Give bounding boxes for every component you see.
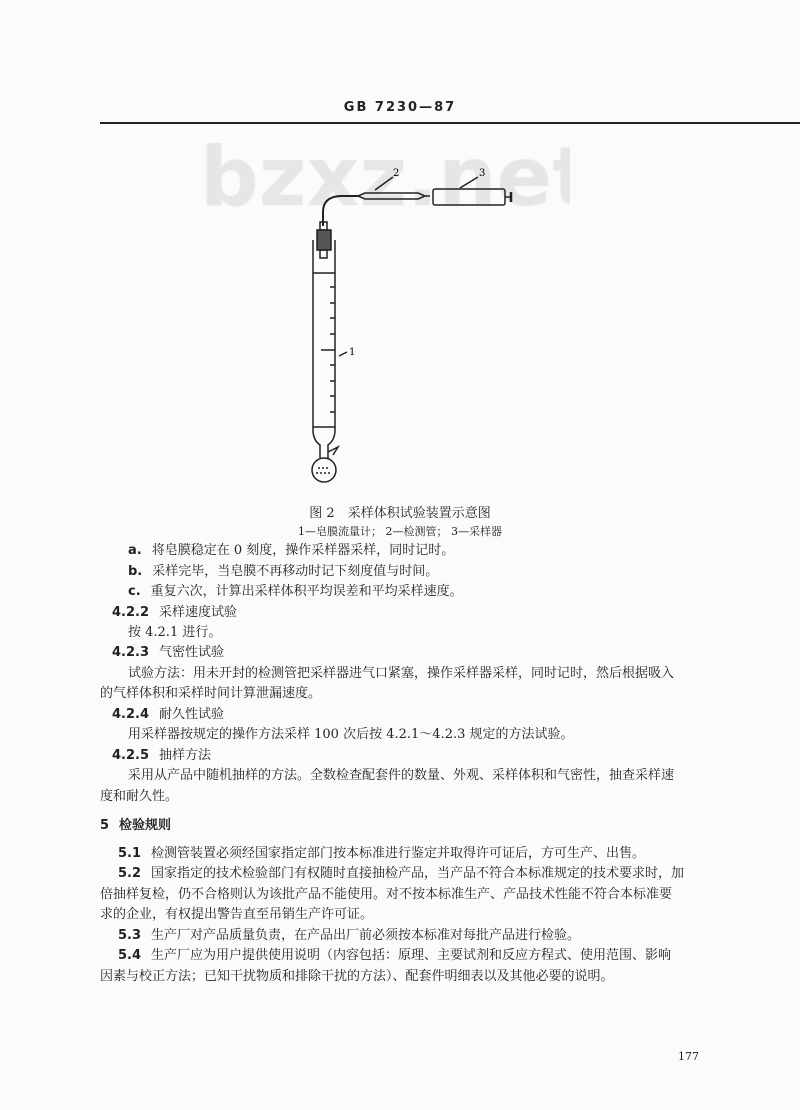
section-5-heading xyxy=(100,818,171,834)
figure-caption: 图 2 采样体积试验装置示意图 xyxy=(309,506,491,521)
item-a xyxy=(128,543,454,559)
heading-4-2-2 xyxy=(112,605,237,621)
paragraph: 因素与校正方法；已知干扰物质和排除干扰的方法）、配套件明细表以及其他必要的说明。 xyxy=(100,969,614,984)
heading-4-2-5 xyxy=(112,748,211,764)
paragraph: 倍抽样复检，仍不合格则认为该批产品不能使用。对不按本标准生产、产品技术性能不符合本标准要 xyxy=(100,887,673,902)
paragraph: 按 4.2.1 进行。 xyxy=(128,625,222,640)
item-label: c. xyxy=(128,584,141,599)
clause-text: 生产厂对产品质量负责，在产品出厂前必须按本标准对每批产品进行检验。 xyxy=(151,928,581,943)
figure-legend: 1—皂膜流量计； 2—检测管； 3—采样器 xyxy=(298,525,502,538)
item-text: 采样完毕，当皂膜不再移动时记下刻度值与时间。 xyxy=(152,564,439,579)
clause-text: 国家指定的技术检验部门有权随时直接抽检产品，当产品不符合本标准规定的技术要求时，加 xyxy=(151,866,685,881)
item-label: b. xyxy=(128,564,143,579)
item-b xyxy=(128,564,438,580)
clause-5-2 xyxy=(118,866,684,882)
item-text: 重复六次，计算出采样体积平均误差和平均采样速度。 xyxy=(150,584,463,599)
item-label: a. xyxy=(128,543,142,558)
paragraph: 采用从产品中随机抽样的方法。全数检查配套件的数量、外观、采样体积和气密性，抽查采样速 xyxy=(128,768,675,783)
section-title: 气密性试验 xyxy=(159,645,225,660)
clause-text: 检测管装置必须经国家指定部门按本标准进行鉴定并取得许可证后，方可生产、出售。 xyxy=(151,846,646,861)
standard-code-header: GB 7230—87 xyxy=(343,100,457,115)
clause-text: 生产厂应为用户提供使用说明（内容包括：原理、主要试剂和反应方程式、使用范围、影响 xyxy=(151,948,672,963)
label-3: 3 xyxy=(479,168,486,179)
figure-2-diagram xyxy=(0,0,800,500)
section-number: 4.2.2 xyxy=(112,605,150,620)
section-number: 4.2.5 xyxy=(112,748,150,763)
page-number: 177 xyxy=(678,1050,699,1063)
label-1: 1 xyxy=(349,347,356,358)
section-title: 耐久性试验 xyxy=(159,707,225,722)
item-c xyxy=(128,584,463,600)
paragraph: 求的企业，有权提出警告直至吊销生产许可证。 xyxy=(100,907,374,922)
clause-5-3 xyxy=(118,928,580,944)
section-number: 5 xyxy=(100,818,110,833)
connecting-tube xyxy=(323,196,358,226)
section-number: 4.2.4 xyxy=(112,707,150,722)
paragraph: 试验方法：用未开封的检测管把采样器进气口紧塞，操作采样器采样，同时记时，然后根据吸入 xyxy=(128,666,675,681)
section-title: 采样速度试验 xyxy=(159,605,238,620)
heading-4-2-4 xyxy=(112,707,224,723)
clause-5-1 xyxy=(118,846,645,862)
clause-number: 5.3 xyxy=(118,928,142,943)
soap-film-flowmeter xyxy=(312,222,338,482)
clause-number: 5.1 xyxy=(118,846,142,861)
paragraph: 用采样器按规定的操作方法采样 100 次后按 4.2.1～4.2.3 规定的方法试验。 xyxy=(128,727,574,742)
paragraph: 度和耐久性。 xyxy=(100,789,179,804)
clause-number: 5.2 xyxy=(118,866,142,881)
section-number: 4.2.3 xyxy=(112,645,150,660)
paragraph: 的气样体积和采样时间计算泄漏速度。 xyxy=(100,686,322,701)
item-text: 将皂膜稳定在 0 刻度，操作采样器采样，同时记时。 xyxy=(151,543,455,558)
section-title: 抽样方法 xyxy=(159,748,212,763)
sampler-syringe xyxy=(433,189,511,205)
section-title: 检验规则 xyxy=(119,818,172,833)
clause-5-4 xyxy=(118,948,671,964)
clause-number: 5.4 xyxy=(118,948,142,963)
heading-4-2-3 xyxy=(112,645,224,661)
label-2: 2 xyxy=(393,168,400,179)
detection-tube xyxy=(358,193,430,199)
